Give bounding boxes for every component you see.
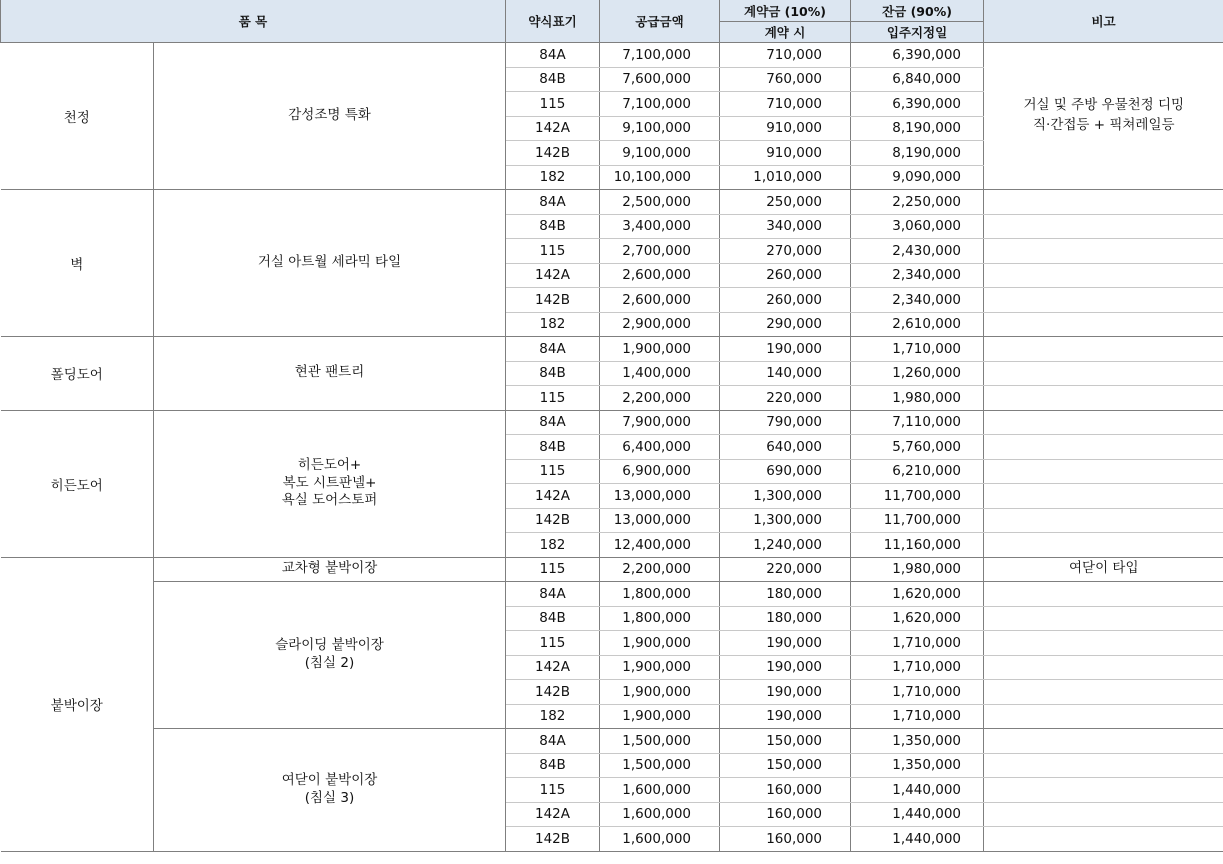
deposit-amount-cell: 220,000 (720, 557, 851, 582)
note-cell (984, 263, 1223, 288)
item-cell (154, 337, 506, 411)
note-cell (984, 43, 1223, 190)
note-cell (984, 435, 1223, 460)
balance-amount-cell: 7,110,000 (851, 410, 984, 435)
item-cell-line: 여닫이 붙박이장 (281, 772, 378, 789)
table-row (1, 337, 1223, 362)
deposit-amount-cell: 1,300,000 (720, 484, 851, 509)
deposit-amount-cell: 250,000 (720, 190, 851, 215)
supply-amount-cell: 7,600,000 (600, 67, 720, 92)
balance-amount-cell: 1,980,000 (851, 557, 984, 582)
note-cell-line: 직·간접등 + 픽쳐레일등 (1032, 117, 1175, 133)
note-cell (984, 655, 1223, 680)
item-cell-line: 욕실 도어스토퍼 (281, 492, 378, 509)
note-cell (984, 239, 1223, 264)
note-cell-line: 거실 및 주방 우물천정 디밍 (1023, 97, 1185, 114)
balance-amount-cell: 1,980,000 (851, 386, 984, 411)
balance-amount-cell: 1,350,000 (851, 729, 984, 754)
type-code-cell: 142A (506, 484, 600, 509)
category-cell: 폴딩도어 (1, 337, 154, 411)
type-code-cell: 142A (506, 116, 600, 141)
note-cell (984, 484, 1223, 509)
deposit-amount-cell: 190,000 (720, 337, 851, 362)
deposit-amount-cell: 190,000 (720, 704, 851, 729)
item-cell (154, 43, 506, 190)
header-deposit: 계약금 (10%) (720, 0, 851, 22)
supply-amount-cell: 1,600,000 (600, 802, 720, 827)
deposit-amount-cell: 760,000 (720, 67, 851, 92)
supply-amount-cell: 2,900,000 (600, 312, 720, 337)
type-code-cell: 84A (506, 43, 600, 68)
balance-amount-cell: 1,620,000 (851, 582, 984, 607)
note-cell (984, 312, 1223, 337)
deposit-amount-cell: 710,000 (720, 92, 851, 117)
type-code-cell: 84A (506, 582, 600, 607)
deposit-amount-cell: 1,010,000 (720, 165, 851, 190)
supply-amount-cell: 7,100,000 (600, 43, 720, 68)
note-cell (984, 214, 1223, 239)
note-cell (984, 459, 1223, 484)
balance-amount-cell: 1,440,000 (851, 778, 984, 803)
balance-amount-cell: 1,350,000 (851, 753, 984, 778)
note-cell (984, 778, 1223, 803)
balance-amount-cell: 1,440,000 (851, 827, 984, 852)
type-code-cell: 84B (506, 606, 600, 631)
deposit-amount-cell: 150,000 (720, 729, 851, 754)
header-note: 비고 (984, 0, 1223, 43)
type-code-cell: 182 (506, 533, 600, 558)
balance-amount-cell: 1,260,000 (851, 361, 984, 386)
balance-amount-cell: 9,090,000 (851, 165, 984, 190)
item-cell-line: 교차형 붙박이장 (281, 560, 378, 577)
supply-amount-cell: 10,100,000 (600, 165, 720, 190)
balance-amount-cell: 1,710,000 (851, 655, 984, 680)
balance-amount-cell: 11,700,000 (851, 508, 984, 533)
item-cell-line: 감성조명 특화 (288, 107, 371, 124)
type-code-cell: 84B (506, 67, 600, 92)
type-code-cell: 142B (506, 827, 600, 852)
deposit-amount-cell: 690,000 (720, 459, 851, 484)
deposit-amount-cell: 260,000 (720, 263, 851, 288)
deposit-amount-cell: 1,300,000 (720, 508, 851, 533)
type-code-cell: 182 (506, 704, 600, 729)
balance-amount-cell: 2,610,000 (851, 312, 984, 337)
deposit-amount-cell: 260,000 (720, 288, 851, 313)
type-code-cell: 115 (506, 631, 600, 656)
item-cell (154, 410, 506, 557)
type-code-cell: 115 (506, 92, 600, 117)
item-cell-line: 현관 팬트리 (294, 364, 365, 381)
balance-amount-cell: 2,430,000 (851, 239, 984, 264)
balance-amount-cell: 6,390,000 (851, 92, 984, 117)
balance-amount-cell: 1,710,000 (851, 631, 984, 656)
supply-amount-cell: 9,100,000 (600, 116, 720, 141)
balance-amount-cell: 1,710,000 (851, 337, 984, 362)
table-row (1, 190, 1223, 215)
item-cell-line: 히든도어+ (297, 457, 362, 474)
deposit-amount-cell: 160,000 (720, 778, 851, 803)
header-item: 품 목 (1, 0, 506, 43)
type-code-cell: 142B (506, 680, 600, 705)
type-code-cell: 84A (506, 729, 600, 754)
category-cell: 히든도어 (1, 410, 154, 557)
deposit-amount-cell: 910,000 (720, 141, 851, 166)
supply-amount-cell: 13,000,000 (600, 508, 720, 533)
type-code-cell: 182 (506, 312, 600, 337)
note-cell (984, 533, 1223, 558)
deposit-amount-cell: 190,000 (720, 631, 851, 656)
supply-amount-cell: 1,800,000 (600, 606, 720, 631)
category-cell: 천정 (1, 43, 154, 190)
note-cell (984, 631, 1223, 656)
deposit-amount-cell: 160,000 (720, 827, 851, 852)
supply-amount-cell: 2,200,000 (600, 557, 720, 582)
type-code-cell: 84A (506, 410, 600, 435)
balance-amount-cell: 11,160,000 (851, 533, 984, 558)
note-cell (984, 827, 1223, 852)
supply-amount-cell: 1,400,000 (600, 361, 720, 386)
category-cell: 벽 (1, 190, 154, 337)
balance-amount-cell: 11,700,000 (851, 484, 984, 509)
supply-amount-cell: 1,600,000 (600, 827, 720, 852)
supply-amount-cell: 1,500,000 (600, 753, 720, 778)
supply-amount-cell: 7,900,000 (600, 410, 720, 435)
header-type-code: 약식표기 (506, 0, 600, 43)
balance-amount-cell: 8,190,000 (851, 116, 984, 141)
item-cell (154, 729, 506, 852)
supply-amount-cell: 1,900,000 (600, 337, 720, 362)
type-code-cell: 115 (506, 386, 600, 411)
balance-amount-cell: 2,250,000 (851, 190, 984, 215)
deposit-amount-cell: 220,000 (720, 386, 851, 411)
note-cell (984, 508, 1223, 533)
note-cell (984, 802, 1223, 827)
supply-amount-cell: 2,500,000 (600, 190, 720, 215)
supply-amount-cell: 6,900,000 (600, 459, 720, 484)
deposit-amount-cell: 180,000 (720, 582, 851, 607)
type-code-cell: 84B (506, 435, 600, 460)
type-code-cell: 84A (506, 190, 600, 215)
supply-amount-cell: 13,000,000 (600, 484, 720, 509)
supply-amount-cell: 1,500,000 (600, 729, 720, 754)
supply-amount-cell: 7,100,000 (600, 92, 720, 117)
balance-amount-cell: 1,440,000 (851, 802, 984, 827)
note-cell (984, 729, 1223, 754)
type-code-cell: 142A (506, 802, 600, 827)
balance-amount-cell: 6,840,000 (851, 67, 984, 92)
item-cell (154, 557, 506, 582)
header-deposit-sub: 계약 시 (720, 22, 851, 43)
item-cell-line: (침실 2) (304, 655, 355, 671)
supply-amount-cell: 2,600,000 (600, 263, 720, 288)
item-cell-line: 거실 아트월 세라믹 타일 (257, 254, 402, 271)
note-cell (984, 337, 1223, 362)
item-cell-line: (침실 3) (304, 789, 355, 806)
item-cell (154, 582, 506, 729)
header-supply: 공급금액 (600, 0, 720, 43)
type-code-cell: 84B (506, 753, 600, 778)
deposit-amount-cell: 150,000 (720, 753, 851, 778)
supply-amount-cell: 1,900,000 (600, 655, 720, 680)
item-cell-line: 복도 시트판넬+ (282, 474, 377, 491)
supply-amount-cell: 2,700,000 (600, 239, 720, 264)
note-cell (984, 190, 1223, 215)
note-cell (984, 386, 1223, 411)
balance-amount-cell: 6,390,000 (851, 43, 984, 68)
table-header (1, 0, 1223, 43)
type-code-cell: 142B (506, 141, 600, 166)
balance-amount-cell: 3,060,000 (851, 214, 984, 239)
type-code-cell: 115 (506, 778, 600, 803)
balance-amount-cell: 8,190,000 (851, 141, 984, 166)
deposit-amount-cell: 270,000 (720, 239, 851, 264)
deposit-amount-cell: 910,000 (720, 116, 851, 141)
type-code-cell: 115 (506, 239, 600, 264)
note-cell (984, 361, 1223, 386)
balance-amount-cell: 1,710,000 (851, 680, 984, 705)
note-cell (984, 582, 1223, 607)
type-code-cell: 142A (506, 263, 600, 288)
table-row (1, 557, 1223, 582)
deposit-amount-cell: 640,000 (720, 435, 851, 460)
balance-amount-cell: 2,340,000 (851, 263, 984, 288)
supply-amount-cell: 2,600,000 (600, 288, 720, 313)
note-cell (984, 288, 1223, 313)
balance-amount-cell: 6,210,000 (851, 459, 984, 484)
table-body (1, 43, 1223, 852)
supply-amount-cell: 1,900,000 (600, 704, 720, 729)
item-cell (154, 190, 506, 337)
type-code-cell: 84A (506, 337, 600, 362)
type-code-cell: 115 (506, 557, 600, 582)
note-cell (984, 606, 1223, 631)
header-balance: 잔금 (90%) (851, 0, 984, 22)
balance-amount-cell: 1,620,000 (851, 606, 984, 631)
deposit-amount-cell: 190,000 (720, 655, 851, 680)
supply-amount-cell: 1,900,000 (600, 631, 720, 656)
deposit-amount-cell: 790,000 (720, 410, 851, 435)
type-code-cell: 142A (506, 655, 600, 680)
balance-amount-cell: 1,710,000 (851, 704, 984, 729)
supply-amount-cell: 3,400,000 (600, 214, 720, 239)
deposit-amount-cell: 140,000 (720, 361, 851, 386)
supply-amount-cell: 6,400,000 (600, 435, 720, 460)
type-code-cell: 182 (506, 165, 600, 190)
deposit-amount-cell: 160,000 (720, 802, 851, 827)
balance-amount-cell: 5,760,000 (851, 435, 984, 460)
category-cell: 붙박이장 (1, 557, 154, 851)
note-cell (984, 410, 1223, 435)
supply-amount-cell: 9,100,000 (600, 141, 720, 166)
note-cell (984, 680, 1223, 705)
deposit-amount-cell: 340,000 (720, 214, 851, 239)
deposit-amount-cell: 1,240,000 (720, 533, 851, 558)
balance-amount-cell: 2,340,000 (851, 288, 984, 313)
type-code-cell: 142B (506, 288, 600, 313)
header-balance-sub: 입주지정일 (851, 22, 984, 43)
table-row (1, 582, 1223, 607)
table-row (1, 410, 1223, 435)
note-cell (984, 704, 1223, 729)
deposit-amount-cell: 190,000 (720, 680, 851, 705)
supply-amount-cell: 1,900,000 (600, 680, 720, 705)
note-cell (984, 753, 1223, 778)
supply-amount-cell: 2,200,000 (600, 386, 720, 411)
supply-amount-cell: 1,600,000 (600, 778, 720, 803)
table-row (1, 729, 1223, 754)
type-code-cell: 142B (506, 508, 600, 533)
deposit-amount-cell: 710,000 (720, 43, 851, 68)
type-code-cell: 115 (506, 459, 600, 484)
note-cell: 여닫이 타입 (984, 557, 1223, 582)
deposit-amount-cell: 180,000 (720, 606, 851, 631)
supply-amount-cell: 1,800,000 (600, 582, 720, 607)
supply-amount-cell: 12,400,000 (600, 533, 720, 558)
type-code-cell: 84B (506, 361, 600, 386)
table-row (1, 43, 1223, 68)
item-cell-line: 슬라이딩 붙박이장 (275, 637, 384, 654)
deposit-amount-cell: 290,000 (720, 312, 851, 337)
type-code-cell: 84B (506, 214, 600, 239)
